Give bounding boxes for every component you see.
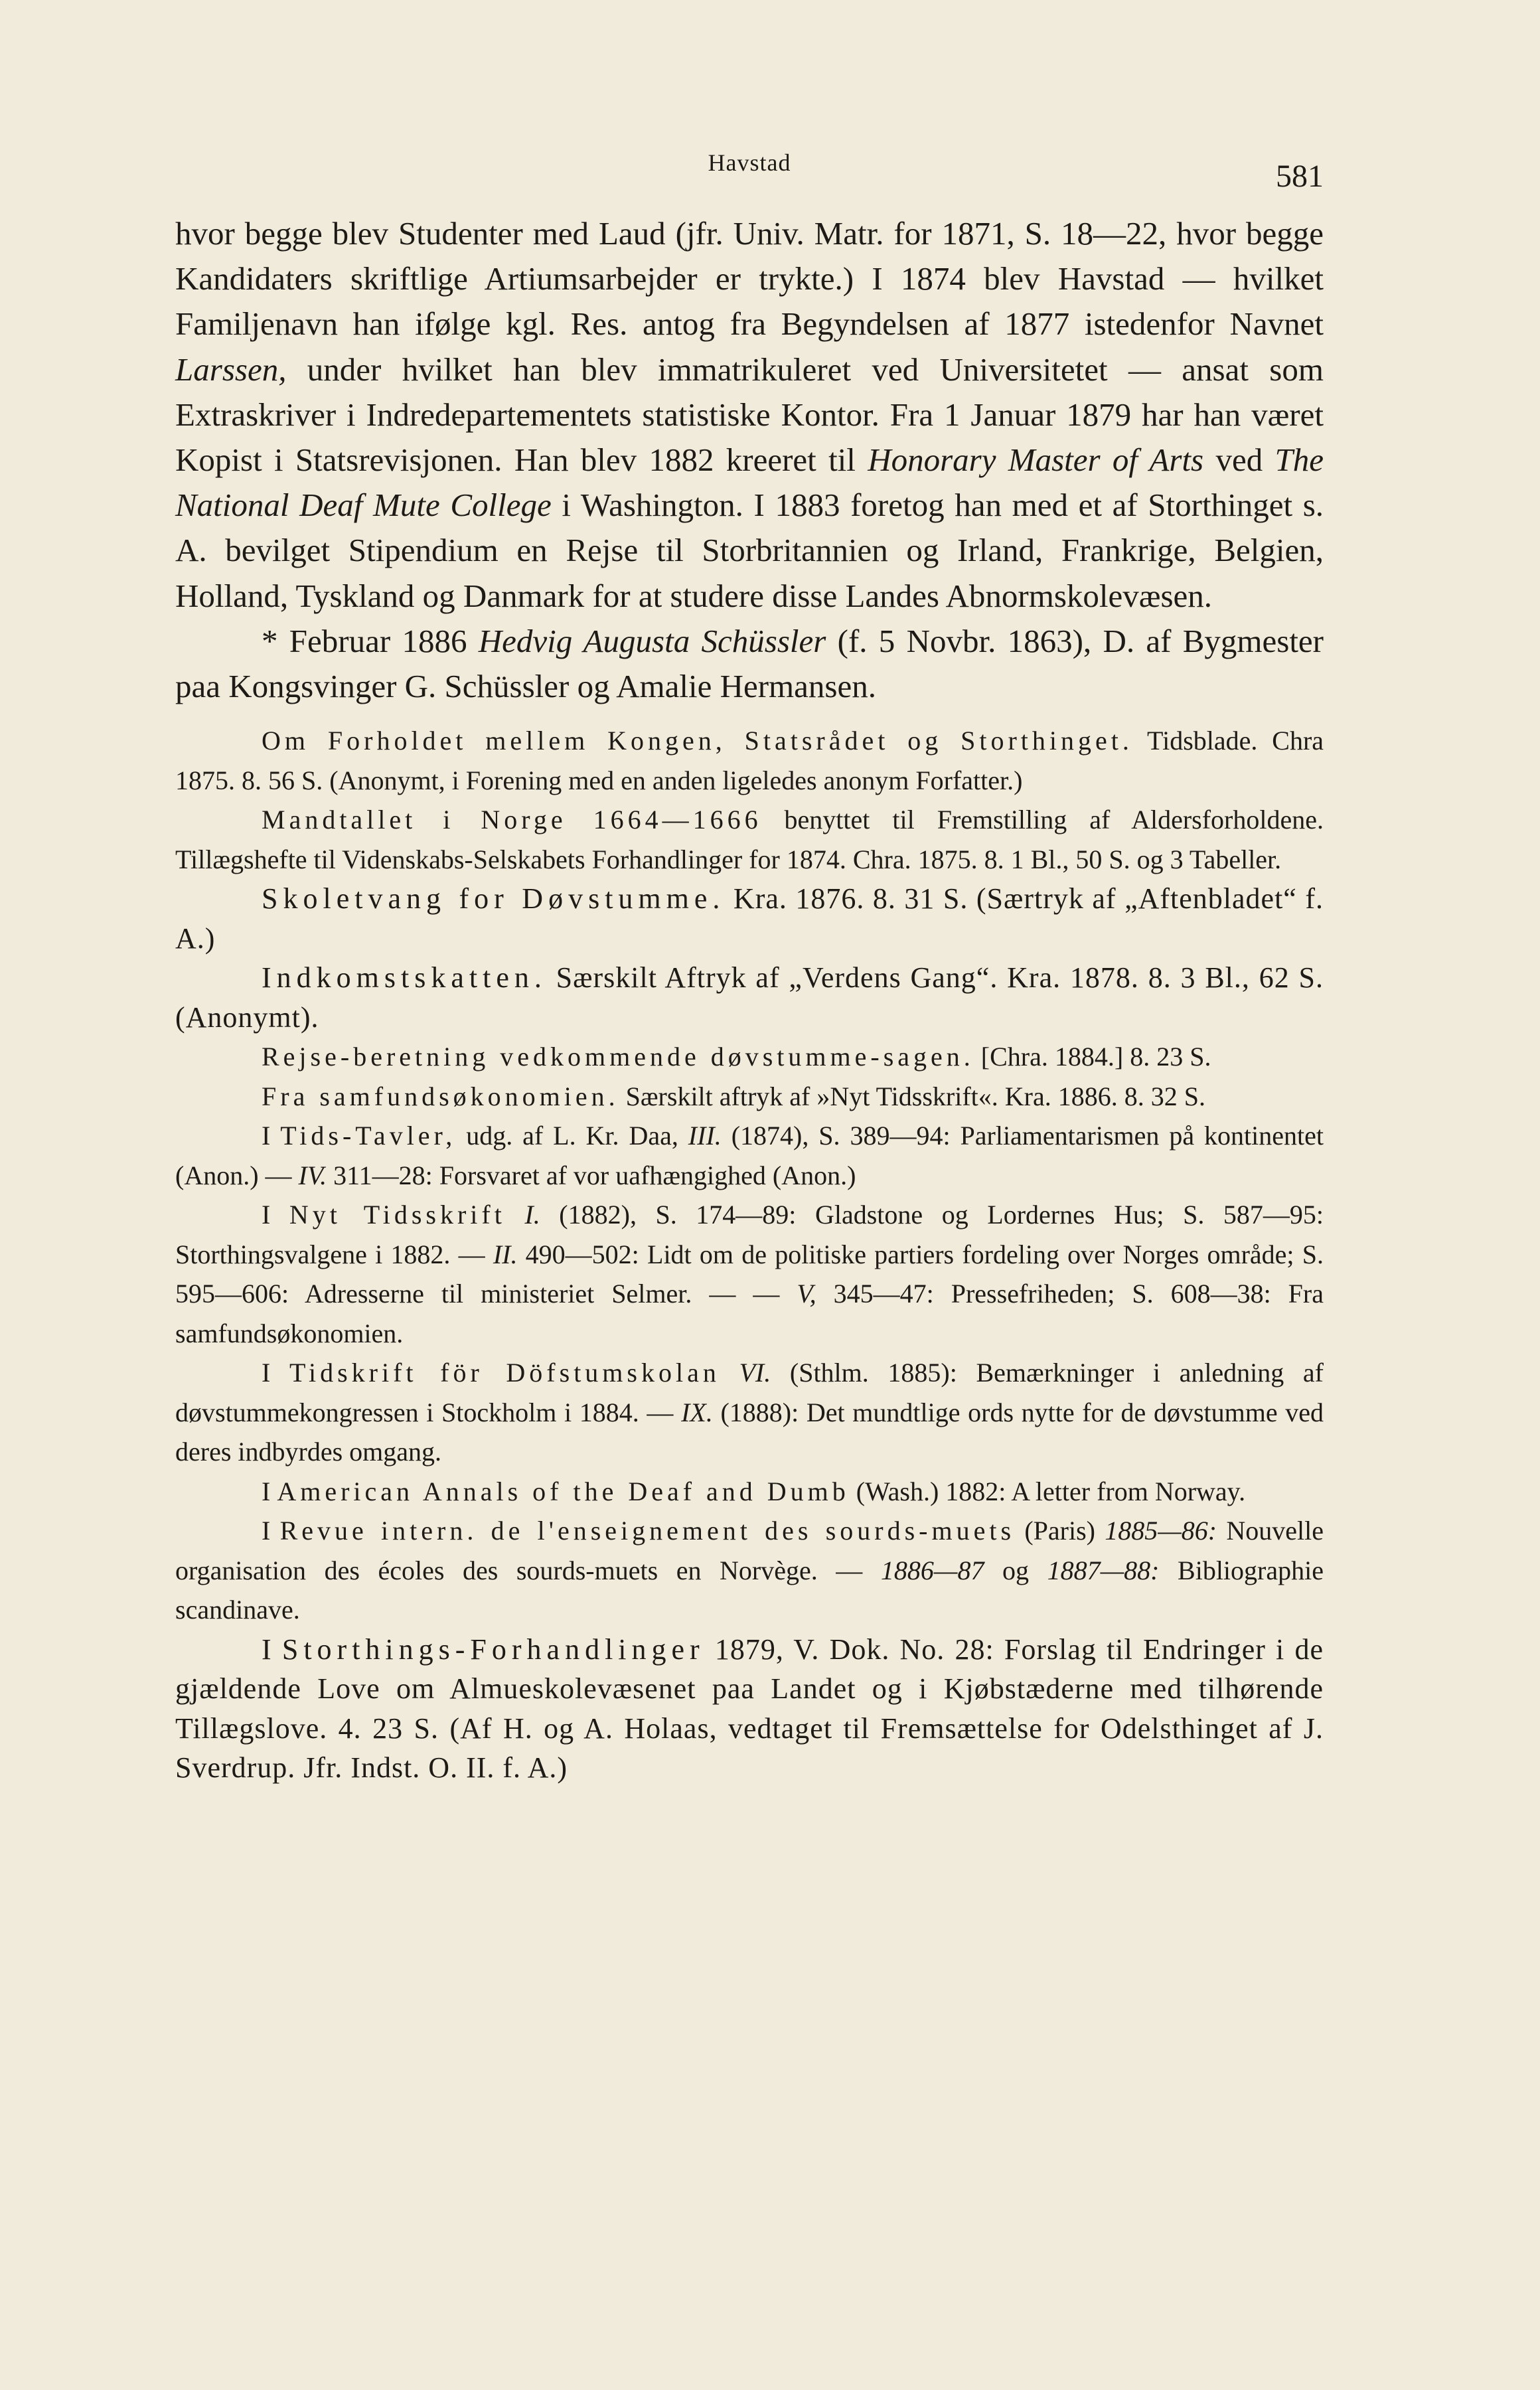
entry-details: benyttet til Fremstilling af Aldersforholdene. Tillægshefte til Videnskabs-Selskabets Forhandlinger for 1874. Chra. 1875. 8. 1 Bl., 50 S. og 3 Tabeller. [175, 805, 1324, 874]
entry-details: Tidsblade. Chra 1875. 8. 56 S. (Anonymt, i Forening med en anden ligeledes anonym Forfatter.) [175, 726, 1324, 795]
entry-title: Rejse-beretning vedkommende døvstumme-sagen. [262, 1042, 974, 1072]
entry-title: Om Forholdet mellem Kongen, Statsrådet og Storthinget. [262, 726, 1133, 756]
entry-prefix: I [262, 1121, 281, 1151]
entry-details: Særskilt aftryk af »Nyt Tidsskrift«. Kra. 1886. 8. 32 S. [619, 1081, 1205, 1111]
bibliography-entry [175, 879, 1324, 958]
entry-details: [Chra. 1884.] 8. 23 S. [974, 1042, 1211, 1072]
bibliography-entry [175, 1195, 1324, 1353]
bibliography-entry [175, 1077, 1324, 1117]
italic-text: 1887—88: [1047, 1555, 1160, 1585]
page-number: 581 [1276, 159, 1324, 194]
entry-details: (Wash.) 1882: A letter from Norway. [849, 1476, 1246, 1506]
bibliography-entry [175, 1630, 1324, 1788]
italic-text: III. [688, 1121, 722, 1151]
text-run: og [984, 1555, 1047, 1585]
entry-title: Mandtallet i Norge 1664—1666 [262, 805, 762, 835]
italic-text: The National Deaf Mute College [175, 441, 1324, 524]
bibliography-entry [175, 1511, 1324, 1630]
entry-title: Fra samfundsøkonomien. [262, 1081, 619, 1111]
italic-text: 1886—87 [880, 1555, 984, 1585]
entry-details: Kra. 1876. 8. 31 S. (Særtryk af „Aftenbladet“ f. A.) [175, 882, 1324, 955]
entry-title: Indkomstskatten. [262, 961, 547, 995]
italic-text: II. [493, 1239, 518, 1269]
text-run [720, 1358, 739, 1388]
entry-prefix: I [262, 1200, 289, 1230]
italic-text: Hedvig Augusta Schüssler [478, 622, 826, 659]
running-head: Havstad [708, 149, 791, 176]
italic-text: I. [524, 1200, 540, 1230]
page-header [175, 145, 1324, 198]
text-run: ved [1203, 441, 1275, 479]
entry-title: Tidskrift för Döfstumskolan [289, 1358, 720, 1388]
entry-prefix: I [262, 1358, 289, 1388]
text-run: i Washington. I 1883 foretog han med et af Storthinget s. A. bevilget Stipendium en Rejse til Storbritannien og Irland, Frankrige, Belgien, Holland, Tyskland og Danmark for at studere disse Landes Abnormskolevæsen. [175, 487, 1324, 614]
entry-prefix: I [262, 1633, 282, 1666]
text-run [506, 1200, 525, 1230]
entry-details: Særskilt Aftryk af „Verdens Gang“. Kra. 1878. 8. 3 Bl., 62 S. (Anonymt). [175, 961, 1324, 1034]
entry-title: Tids-Tavler, [280, 1121, 457, 1151]
bibliography-entry [175, 1472, 1324, 1512]
bibliography-entry [175, 1116, 1324, 1195]
text-run: (Sthlm. 1885): Bemærkninger i anledning af døvstummekongressen i Stockholm i 1884. — [175, 1358, 1324, 1427]
text-run: under hvilket han blev immatrikuleret ved Universitetet — ansat som Extraskriver i Indredepartementets statistiske Kontor. Fra 1 Januar 1879 har han været Kopist i Statsrevisjonen. Han blev 1882 kreeret til [175, 351, 1324, 479]
italic-text: VI. [739, 1358, 771, 1388]
bibliography-entry [175, 1037, 1324, 1077]
italic-text: Honorary Master of Arts [868, 441, 1204, 479]
entry-title: Storthings-Forhandlinger [281, 1633, 705, 1666]
entry-details: 1879, V. Dok. No. 28: Forslag til Endringer i de gjældende Love om Almueskolevæsenet paa Landet og i Kjøbstæderne med tilhørende Tillægslove. 4. 23 S. (Af H. og A. Holaas, vedtaget til Fremsættelse for Odelsthinget af J. Sverdrup. Jfr. Indst. O. II. f. A.) [175, 1633, 1324, 1785]
text-run: Nouvelle organisation des écoles des sourds-muets en Norvège. — [175, 1516, 1324, 1585]
italic-text: 1885—86: [1105, 1516, 1217, 1546]
text-run: (1888): Det mundtlige ords nytte for de døvstumme ved deres indbyrdes omgang. [175, 1397, 1324, 1467]
italic-text: Larssen, [175, 351, 287, 388]
marriage-paragraph [175, 619, 1324, 709]
text-run: (Paris) [1015, 1516, 1105, 1546]
spacer [175, 709, 1324, 721]
entry-title: Revue intern. de l'enseignement des sourds-muets [279, 1516, 1016, 1546]
biography-paragraph [175, 211, 1324, 619]
text-run: 345—47: Pressefriheden; S. 608—38: Fra samfundsøkonomien. [175, 1279, 1324, 1348]
text-run: * Februar 1886 [262, 622, 479, 659]
bibliography-entry [175, 721, 1324, 800]
entry-prefix: I [262, 1516, 280, 1546]
bibliography-entry [175, 800, 1324, 879]
entry-title: American Annals of the Deaf and Dumb [277, 1476, 850, 1506]
text-run: Bibliographie scandinave. [175, 1555, 1324, 1625]
text-run: (f. 5 Novbr. 1863), D. af Bygmester paa Kongsvinger G. Schüssler og Amalie Hermansen. [175, 622, 1324, 705]
italic-text: IV. [298, 1160, 327, 1190]
entry-prefix: I [262, 1476, 277, 1506]
text-run: 490—502: Lidt om de politiske partiers fordeling over Norges område; S. 595—606: Adresserne til ministeriet Selmer. — — [175, 1239, 1324, 1309]
page-body [175, 211, 1324, 1788]
text-run: (1882), S. 174—89: Gladstone og Lordernes Hus; S. 587—95: Storthingsvalgene i 1882. — [175, 1200, 1324, 1269]
text-run: (1874), S. 389—94: Parliamentarismen på kontinentet (Anon.) — [175, 1121, 1324, 1190]
bibliography-entry [175, 1353, 1324, 1472]
bibliography-entry [175, 958, 1324, 1037]
italic-text: V, [797, 1279, 816, 1309]
entry-title: Skoletvang for Døvstumme. [262, 882, 726, 916]
italic-text: IX. [681, 1397, 713, 1427]
entry-title: Nyt Tidsskrift [289, 1200, 506, 1230]
text-run: udg. af L. Kr. Daa, [456, 1121, 688, 1151]
text-run: 311—28: Forsvaret af vor uafhængighed (Anon.) [327, 1160, 856, 1190]
text-run: hvor begge blev Studenter med Laud (jfr. Univ. Matr. for 1871, S. 18—22, hvor begge Kandidaters skriftlige Artiumsarbejder er trykte.) I 1874 blev Havstad — hvilket Familjenavn han ifølge kgl. Res. antog fra Begyndelsen af 1877 istedenfor Navnet [175, 215, 1324, 343]
